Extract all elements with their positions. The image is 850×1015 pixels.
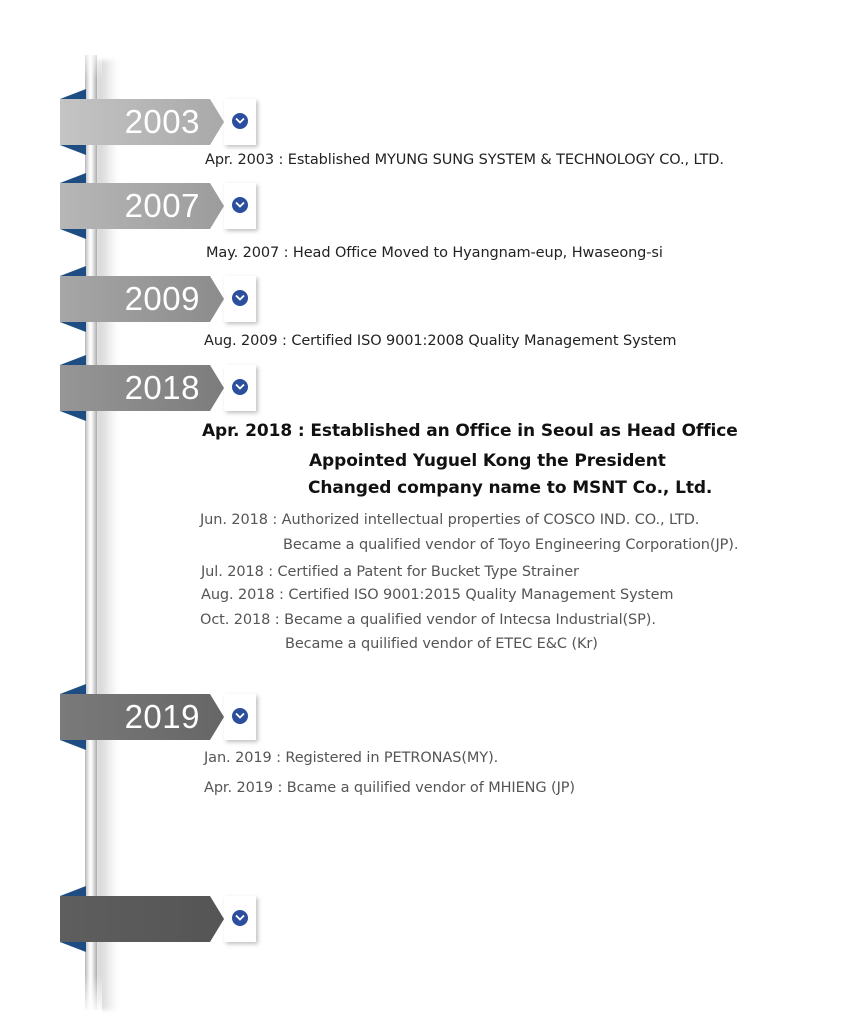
expand-button[interactable] bbox=[224, 365, 256, 411]
history-entry: Apr. 2003 : Established MYUNG SUNG SYSTEM & TECHNOLOGY CO., LTD. bbox=[205, 152, 724, 168]
ribbon-fold-top bbox=[60, 355, 86, 365]
history-entry: Aug. 2018 : Certified ISO 9001:2015 Quality Management System bbox=[201, 587, 674, 603]
chevron-down-icon bbox=[232, 379, 248, 395]
year-tab-latest[interactable] bbox=[60, 896, 256, 942]
year-label: 2007 bbox=[124, 187, 200, 224]
chevron-down-icon bbox=[232, 290, 248, 306]
history-entry: Aug. 2009 : Certified ISO 9001:2008 Quality Management System bbox=[204, 333, 677, 349]
ribbon-fold-bottom bbox=[60, 411, 86, 421]
ribbon-fold-bottom bbox=[60, 942, 86, 952]
expand-button[interactable] bbox=[224, 694, 256, 740]
year-tab-2003[interactable] bbox=[60, 99, 256, 145]
history-highlight: Apr. 2018 : Established an Office in Seoul as Head Office bbox=[202, 421, 738, 441]
chevron-down-icon bbox=[232, 910, 248, 926]
year-label: 2003 bbox=[124, 103, 200, 140]
timeline-pole-bottom-fade bbox=[80, 975, 102, 1015]
expand-button[interactable] bbox=[224, 99, 256, 145]
timeline-pole-top-fade bbox=[80, 40, 102, 80]
year-label: 2019 bbox=[124, 698, 200, 735]
history-entry: Oct. 2018 : Became a qualified vendor of Intecsa Industrial(SP). bbox=[200, 612, 656, 628]
ribbon-fold-top bbox=[60, 173, 86, 183]
history-highlight: Appointed Yuguel Kong the President bbox=[309, 451, 666, 471]
ribbon-fold-bottom bbox=[60, 145, 86, 155]
history-entry: Became a qualified vendor of Toyo Engineering Corporation(JP). bbox=[283, 537, 739, 553]
year-tab-2007[interactable] bbox=[60, 183, 256, 229]
ribbon-fold-top bbox=[60, 886, 86, 896]
ribbon-fold-bottom bbox=[60, 322, 86, 332]
year-label: 2018 bbox=[124, 369, 200, 406]
chevron-down-icon bbox=[232, 197, 248, 213]
ribbon-fold-bottom bbox=[60, 229, 86, 239]
history-entry: Jun. 2018 : Authorized intellectual properties of COSCO IND. CO., LTD. bbox=[200, 512, 700, 528]
expand-button[interactable] bbox=[224, 183, 256, 229]
chevron-down-icon bbox=[232, 708, 248, 724]
ribbon-fold-top bbox=[60, 266, 86, 276]
year-tab-2019[interactable] bbox=[60, 694, 256, 740]
expand-button[interactable] bbox=[224, 896, 256, 942]
history-entry: Became a quilified vendor of ETEC E&C (Kr) bbox=[285, 636, 598, 652]
expand-button[interactable] bbox=[224, 276, 256, 322]
ribbon-fold-top bbox=[60, 89, 86, 99]
history-entry: Jan. 2019 : Registered in PETRONAS(MY). bbox=[204, 750, 499, 766]
ribbon-fold-top bbox=[60, 684, 86, 694]
chevron-down-icon bbox=[232, 113, 248, 129]
year-label bbox=[60, 896, 200, 942]
year-tab-2009[interactable] bbox=[60, 276, 256, 322]
history-entry: Apr. 2019 : Bcame a quilified vendor of MHIENG (JP) bbox=[204, 780, 575, 796]
year-label: 2009 bbox=[124, 280, 200, 317]
history-entry: Jul. 2018 : Certified a Patent for Bucket Type Strainer bbox=[201, 564, 579, 580]
year-tab-2018[interactable] bbox=[60, 365, 256, 411]
history-highlight: Changed company name to MSNT Co., Ltd. bbox=[308, 478, 713, 498]
ribbon-fold-bottom bbox=[60, 740, 86, 750]
history-entry: May. 2007 : Head Office Moved to Hyangnam-eup, Hwaseong-si bbox=[206, 245, 663, 261]
